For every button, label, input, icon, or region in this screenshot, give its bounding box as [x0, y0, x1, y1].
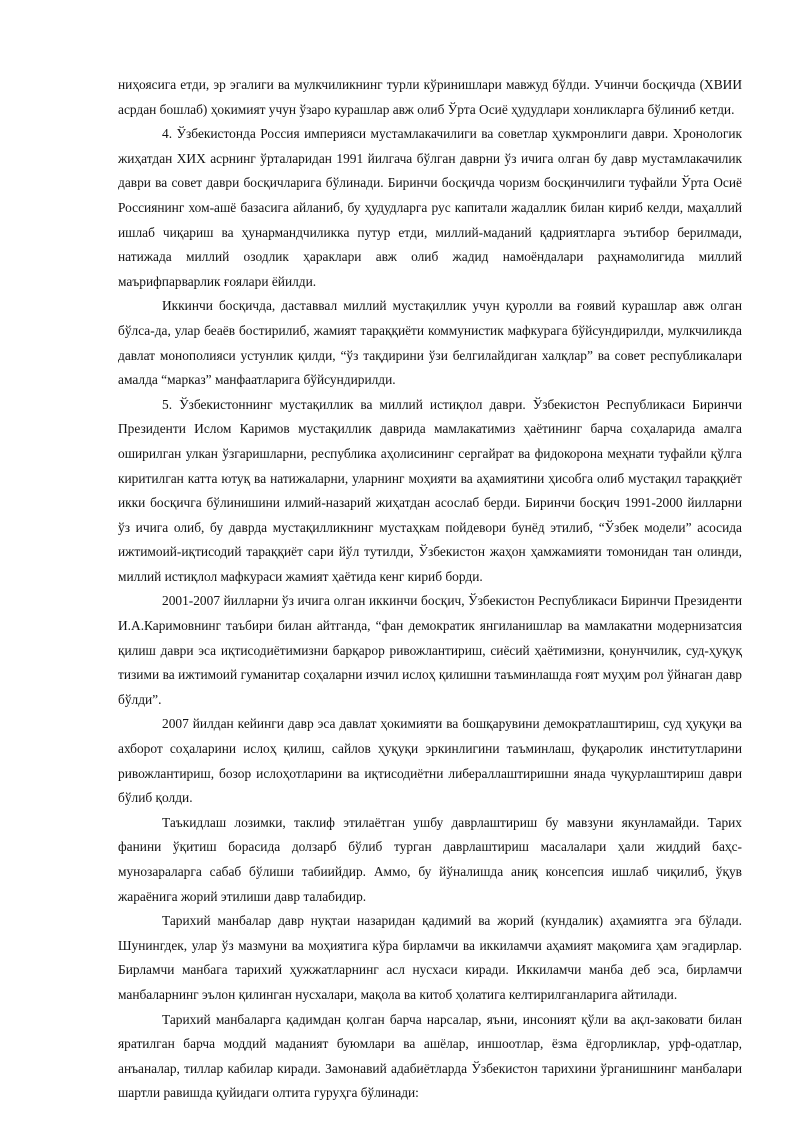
paragraph-period-5: 5. Ўзбекистоннинг мустақиллик ва миллий истиқлол даври. Ўзбекистон Республикаси Биринчи Президенти Ислом Каримов мустақиллик даврида мамлакатимиз ҳаётининг барча соҳаларида амалга оширилган улкан ўзгаришларни, республика аҳолисининг сергайрат ва фидокорона меҳнати туфайли қўлга киритилган катта ютуқ ва натижаларни, уларнинг моҳияти ва аҳамиятини ҳисобга олиб мустақил тараққиёт икки босқичга бўлинишини илмий-назарий жиҳатдан асослаб берди. Биринчи босқич 1991-2000 йилларни ўз ичига олиб, бу даврда мустақилликнинг мустаҳкам пойдевори бунёд этилиб, “Ўзбек модели” асосида ижтимоий-иқтисодий тараққиёт сари йўл тутилди, Ўзбекистон жаҳон ҳамжамияти томонидан тан олинди, миллий истиқлол мафкураси жамият ҳаётида кенг кириб борди.	[118, 396, 742, 584]
paragraph-periodization-note: Таъкидлаш лозимки, таклиф этилаётган ушбу даврлаштириш бу мавзуни якунламайди. Тарих фанини ўқитиш борасида долзарб бўлиб турган даврлаштириш масалалари ҳали жиддий баҳс-мунозараларга сабаб бўлиши табиийдир. Аммо, бу йўналишда аниқ консепсия ишлаб чиқилиб, ўқув жараёнига жорий этилиши давр талабидир.	[118, 814, 742, 904]
paragraph-sources-importance: Тарихий манбалар давр нуқтаи назаридан қадимий ва жорий (кундалик) аҳамиятга эга бўлади. Шунингдек, улар ўз мазмуни ва моҳиятига кўра бирламчи ва иккиламчи аҳамият мақомига ҳам эгадирлар. Бирламчи манбага тарихий ҳужжатларнинг асл нусхаси киради. Иккиламчи манба деб эса, бирламчи манбаларнинг эълон қилинган нусхалари, мақола ва китоб ҳолатига келтирилганларига айтилади.	[118, 913, 742, 1002]
paragraph-period-4: 4. Ўзбекистонда Россия империяси мустамлакачилиги ва советлар ҳукмронлиги даври. Хронологик жиҳатдан ХИХ асрнинг ўрталаридан 1991 йилгача бўлган даврни ўз ичига олган бу давр мустамлакачилик даври ва совет даври босқичларига бўлинади. Биринчи босқичда чоризм босқинчилиги туфайли Ўрта Осиё Россиянинг хом-ашё базасига айланиб, бу ҳудудларга рус капитали жадаллик билан кириб келди, маҳаллий ишлаб чиқариш ва ҳунармандчиликка путур етди, миллий-маданий қадриятларга эътибор берилмади, натижада миллий озодлик ҳараклари авж олиб жадид намоёндалари раҳнамолигида миллий маърифпарварлик ғоялари ёйилди.	[118, 126, 742, 289]
paragraph-after-2007: 2007 йилдан кейинги давр эса давлат ҳокимияти ва бошқарувини демократлаштириш, суд ҳуқуқи ва ахборот соҳаларини ислоҳ қилиш, сайлов ҳуқуқи эркинлигини таъминлаш, фуқаролик институтларини ривожлантириш, бозор ислоҳотларини ва иқтисодиётни либераллаштиришни янада чуқурлаштириш даври бўлиб қолди.	[118, 716, 742, 806]
body-text	[118, 73, 742, 1106]
paragraph-2001-2007: 2001-2007 йилларни ўз ичига олган иккинчи босқич, Ўзбекистон Республикаси Биринчи Президенти И.А.Каримовнинг таъбири билан айтганда, “фан демократик янгиланишлар ва мамлакатни модернизатсия қилиш даври эса иқтисодиётимизни барқарор ривожлантириш, сиёсий ҳаётимизни, қонунчилик, суд-ҳуқуқ тизими ва ижтимоий гуманитар соҳаларни изчил ислоҳ қилишни таъминлашда ғоят муҳим рол ўйнаган давр бўлди”.	[118, 593, 742, 707]
paragraph-sources-groups: Тарихий манбаларга қадимдан қолган барча нарсалар, яъни, инсоният қўли ва ақл-заковати билан яратилган барча моддий маданият буюмлари ва ашёлар, иншоотлар, ёзма ёдгорликлар, урф-одатлар, анъаналар, тиллар кабилар киради. Замонавий адабиётларда Ўзбекистон тарихини ўрганишнинг манбалари шартли равишда қуйидаги олтита гуруҳга бўлинади:	[118, 1011, 742, 1101]
paragraph-second-stage: Иккинчи босқичда, даставвал миллий мустақиллик учун қуролли ва ғоявий курашлар авж олган бўлса-да, улар беаёв бостирилиб, жамият тараққиёти коммунистик мафкурага бўйсундирилди, мулкчиликда давлат монополияси устунлик қилди, “ўз тақдирини ўзи белгилайдиган халқлар” ва совет республикалари амалда “марказ” манфаатларига бўйсундирилди.	[118, 298, 742, 388]
paragraph-continuation: ниҳоясига етди, эр эгалиги ва мулкчиликнинг турли кўринишлари мавжуд бўлди. Учинчи босқичда (ХВИИ асрдан бошлаб) ҳокимият учун ўзаро курашлар авж олиб Ўрта Осиё ҳудудлари хонликларга бўлиниб кетди.	[118, 77, 742, 117]
